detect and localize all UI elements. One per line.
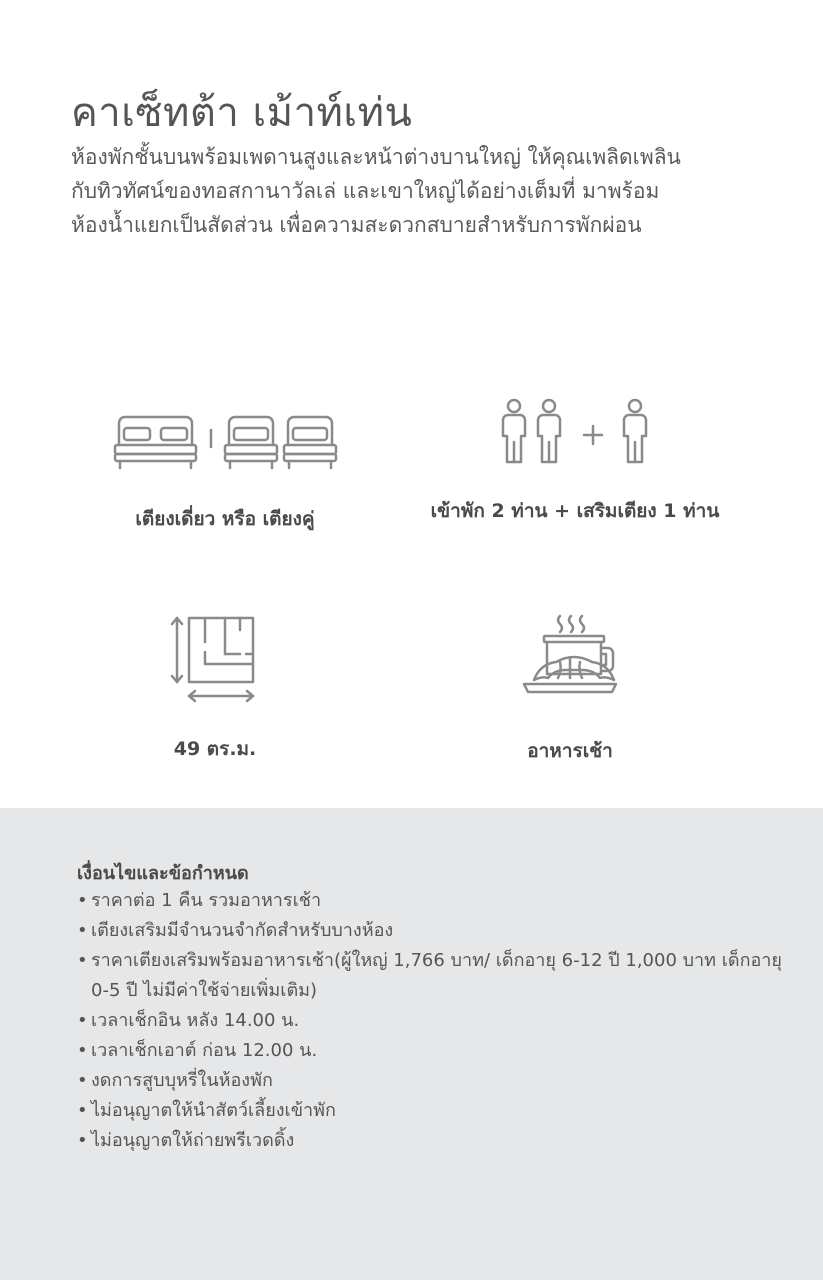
- terms-item: • ราคาต่อ 1 คืน รวมอาหารเช้า: [77, 886, 797, 916]
- bed-icon: [112, 398, 338, 472]
- floor-plan-icon: [170, 612, 260, 704]
- room-description: [71, 140, 771, 242]
- bed-label: เตียงเดี่ยว หรือ เตียงคู่: [135, 508, 315, 530]
- terms-title: เงื่อนไขและข้อกำหนด: [77, 863, 249, 884]
- size-label: 49 ตร.ม.: [173, 738, 257, 760]
- room-title: คาเซ็ทต้า เม้าท์เท่น: [71, 90, 413, 136]
- breakfast-icon: [520, 612, 620, 708]
- feature-bed: [60, 398, 390, 534]
- description-line: ห้องพักชั้นบนพร้อมเพดานสูงและหน้าต่างบานใหญ่ ให้คุณเพลิดเพลิน: [71, 145, 681, 169]
- terms-item: • เตียงเสริมมีจำนวนจำกัดสำหรับบางห้อง: [77, 916, 797, 946]
- guests-label: เข้าพัก 2 ท่าน + เสริมเตียง 1 ท่าน: [430, 500, 720, 522]
- breakfast-label: อาหารเช้า: [527, 740, 613, 762]
- description-line: ห้องน้ำแยกเป็นสัดส่วน เพื่อความสะดวกสบายสำหรับการพักผ่อน: [71, 213, 642, 237]
- terms-list: [77, 886, 797, 1156]
- feature-breakfast: [470, 612, 670, 766]
- terms-item: • งดการสูบบุหรี่ในห้องพัก: [77, 1066, 797, 1096]
- terms-item: • เวลาเช็กเอาต์ ก่อน 12.00 น.: [77, 1036, 797, 1066]
- feature-size: [110, 612, 320, 764]
- terms-item: • เวลาเช็กอิน หลัง 14.00 น.: [77, 1006, 797, 1036]
- terms-item: • ไม่อนุญาตให้ถ่ายพรีเวดดิ้ง: [77, 1126, 797, 1156]
- terms-item: • ราคาเตียงเสริมพร้อมอาหารเช้า(ผู้ใหญ่ 1,766 บาท/ เด็กอายุ 6-12 ปี 1,000 บาท เด็กอายุ 0-5 ปี ไม่มีค่าใช้จ่ายเพิ่มเติม): [77, 946, 797, 1006]
- terms-item: • ไม่อนุญาตให้นำสัตว์เลี้ยงเข้าพัก: [77, 1096, 797, 1126]
- terms-section: [0, 808, 823, 1280]
- guests-icon: [497, 398, 653, 466]
- description-line: กับทิวทัศน์ของทอสกานาวัลเล่ และเขาใหญ่ได้อย่างเต็มที่ มาพร้อม: [71, 179, 660, 203]
- feature-guests: [400, 398, 750, 526]
